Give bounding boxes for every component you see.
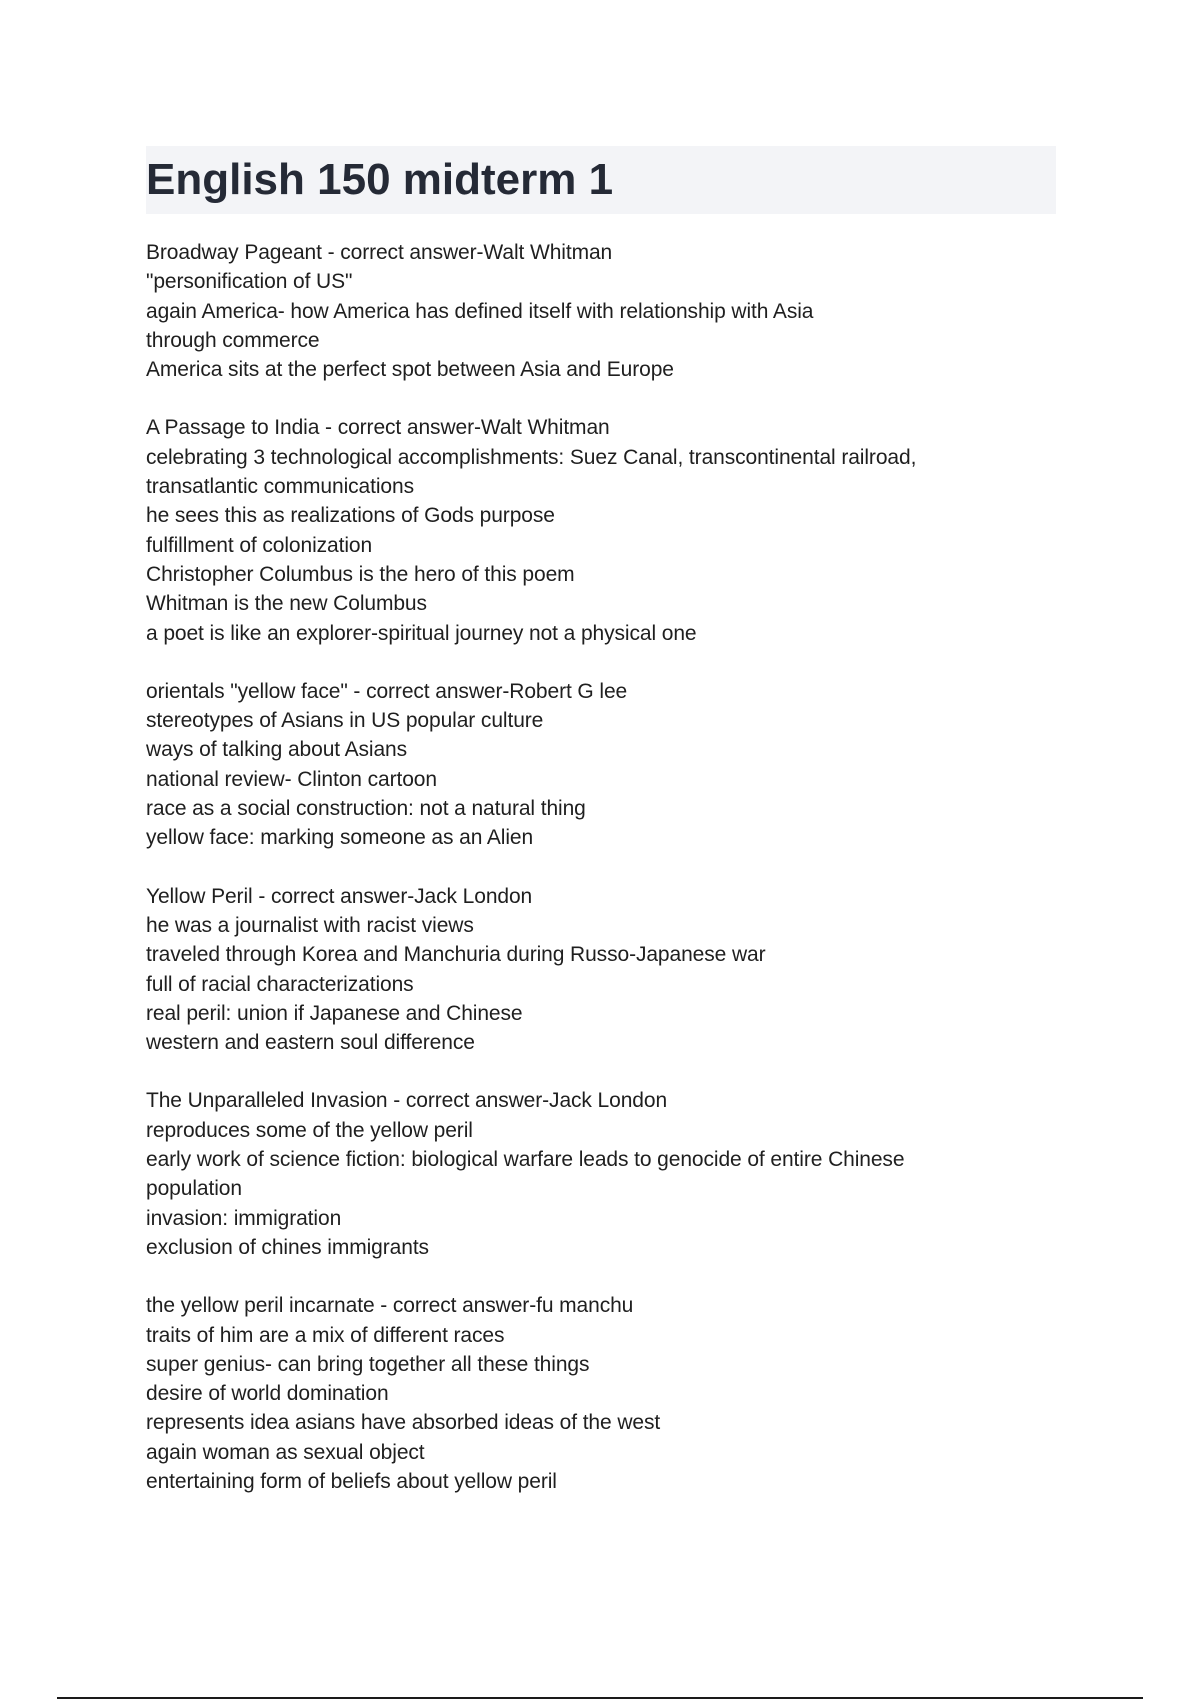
entry-note-line: full of racial characterizations — [146, 972, 414, 996]
entry-note-line: western and eastern soul difference — [146, 1031, 475, 1055]
flashcard-entry — [146, 882, 1066, 1058]
entry-term-line: the yellow peril incarnate - correct answer-fu manchu — [146, 1294, 634, 1318]
entry-note-line: "personification of US" — [146, 270, 353, 294]
entry-note-line: super genius- can bring together all these things — [146, 1352, 590, 1376]
entry-term-line: Broadway Pageant - correct answer-Walt Whitman — [146, 241, 613, 264]
entry-term-line: The Unparalleled Invasion - correct answer-Jack London — [146, 1089, 668, 1113]
entry-note-line: Christopher Columbus is the hero of this poem — [146, 562, 575, 586]
entry-term-line: A Passage to India - correct answer-Walt Whitman — [146, 416, 610, 440]
entry-note-line: represents idea asians have absorbed ideas of the west — [146, 1411, 661, 1435]
entry-note-line: exclusion of chines immigrants — [146, 1235, 429, 1259]
entry-note-line: transatlantic communications — [146, 475, 414, 499]
entry-note-line: early work of science fiction: biological warfare leads to genocide of entire Chinese — [146, 1148, 905, 1172]
flashcard-entry — [146, 1291, 1066, 1496]
entry-term-line: orientals "yellow face" - correct answer-Robert G lee — [146, 679, 628, 703]
entry-note-line: yellow face: marking someone as an Alien — [146, 826, 534, 850]
entry-note-line: real peril: union if Japanese and Chinese — [146, 1001, 523, 1025]
entry-note-line: stereotypes of Asians in US popular culture — [146, 709, 544, 733]
entry-note-line: traveled through Korea and Manchuria during Russo-Japanese war — [146, 943, 766, 967]
entry-note-line: ways of talking about Asians — [146, 738, 408, 762]
entry-note-line: national review- Clinton cartoon — [146, 767, 437, 791]
entry-note-line: invasion: immigration — [146, 1206, 342, 1230]
entry-note-line: fulfillment of colonization — [146, 533, 373, 557]
entry-note-line: Whitman is the new Columbus — [146, 592, 427, 616]
entry-note-line: a poet is like an explorer-spiritual journey not a physical one — [146, 621, 697, 645]
entry-note-line: America sits at the perfect spot between Asia and Europe — [146, 358, 674, 382]
entry-note-line: again woman as sexual object — [146, 1440, 425, 1464]
document-title: English 150 midterm 1 — [146, 155, 614, 204]
flashcard-entry — [146, 1086, 1066, 1262]
flashcard-entry — [146, 677, 1066, 853]
entry-note-line: he was a journalist with racist views — [146, 913, 474, 937]
entry-note-line: through commerce — [146, 328, 320, 352]
footer-divider — [57, 1697, 1143, 1699]
entry-note-line: he sees this as realizations of Gods purpose — [146, 504, 555, 528]
entry-note-line: again America- how America has defined itself with relationship with Asia — [146, 299, 814, 323]
entry-note-line: traits of him are a mix of different races — [146, 1323, 505, 1347]
flashcard-entry — [146, 238, 1066, 384]
entry-note-line: reproduces some of the yellow peril — [146, 1118, 473, 1142]
entry-term-line: Yellow Peril - correct answer-Jack London — [146, 884, 533, 908]
entry-note-line: entertaining form of beliefs about yellow peril — [146, 1469, 557, 1493]
entry-note-line: population — [146, 1177, 242, 1201]
document-body — [146, 238, 1066, 1525]
title-banner — [146, 146, 1056, 214]
entry-note-line: race as a social construction: not a natural thing — [146, 797, 586, 821]
entry-note-line: celebrating 3 technological accomplishments: Suez Canal, transcontinental railroad, — [146, 445, 917, 469]
flashcard-entry — [146, 413, 1066, 647]
entry-note-line: desire of world domination — [146, 1382, 389, 1406]
